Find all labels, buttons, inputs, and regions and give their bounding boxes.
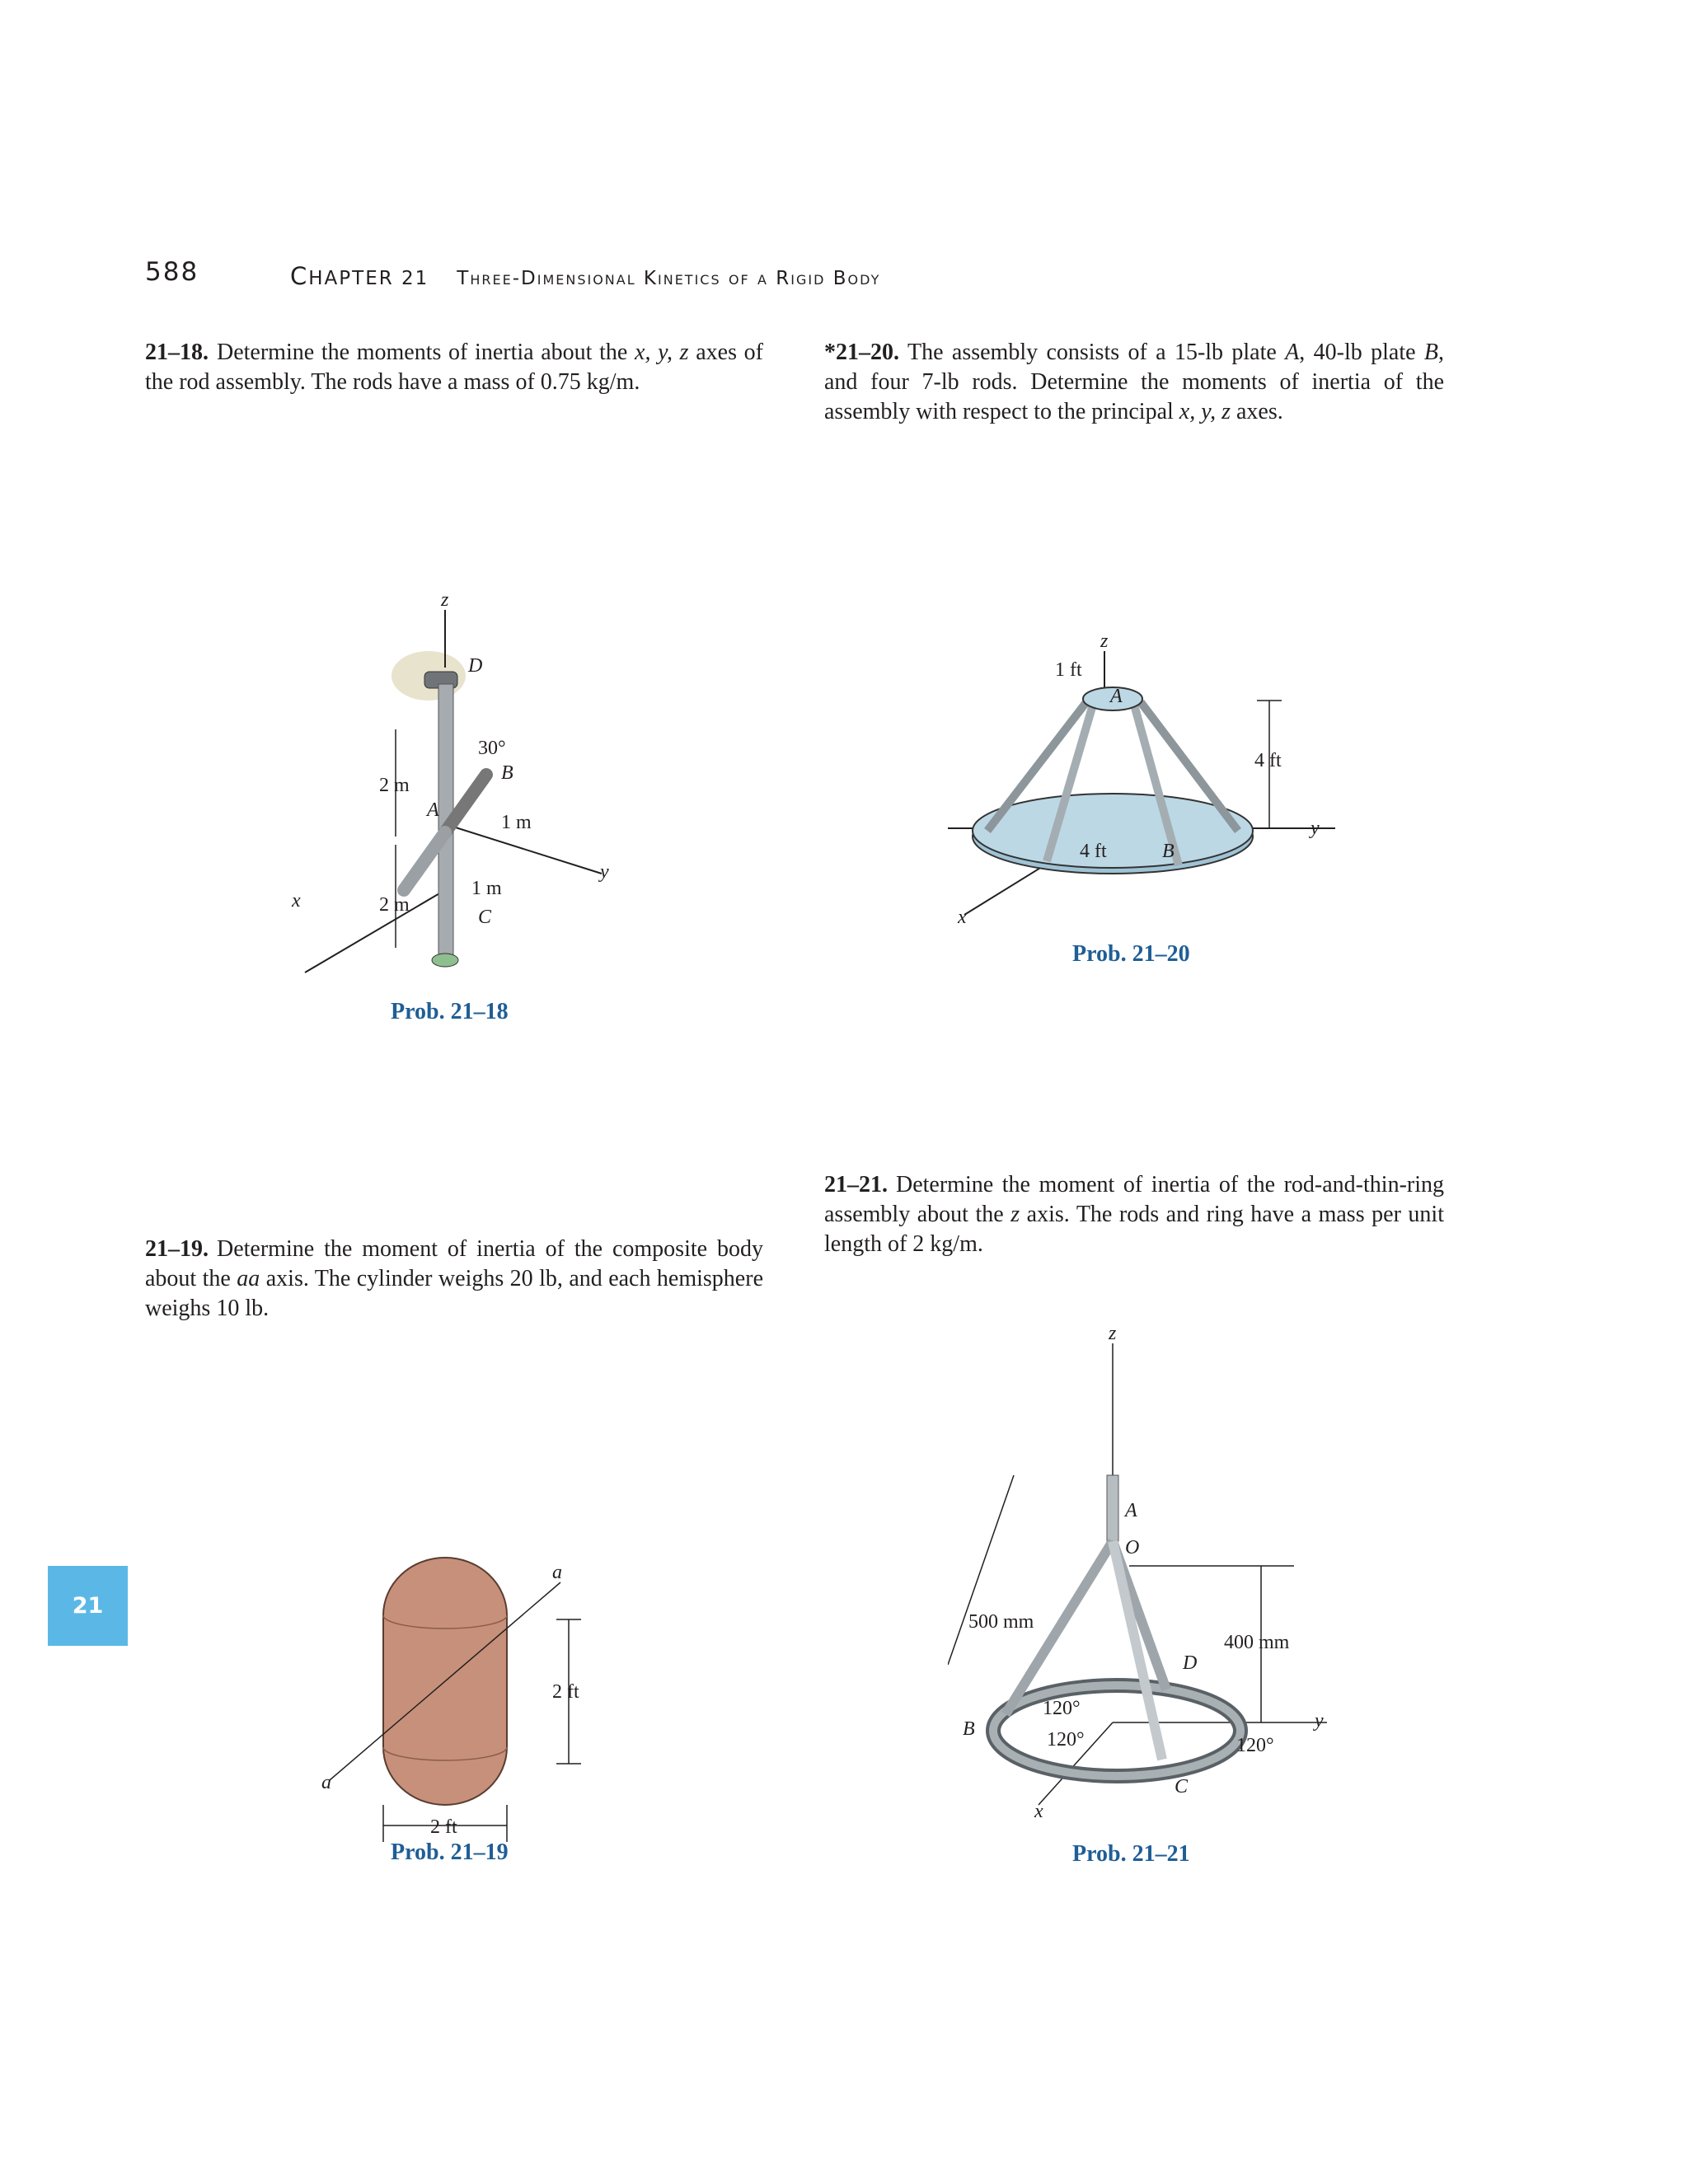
problem-21-21 (824, 1170, 1444, 1259)
problem-text: , 40-lb plate (1299, 340, 1424, 365)
figure-rod-assembly (280, 593, 659, 989)
caption-prob-21-18: Prob. 21–18 (391, 999, 509, 1024)
label-a: A (427, 799, 439, 821)
chapter-tab[interactable]: 21 (48, 1566, 128, 1646)
label-y: y (1315, 1710, 1324, 1732)
vertical-rod (1107, 1475, 1118, 1541)
label-b: B (501, 762, 513, 784)
page-header (145, 257, 1629, 293)
label-dim: 1 ft (1055, 659, 1082, 681)
label-z: z (1109, 1323, 1117, 1344)
label-x: x (958, 907, 967, 928)
figure-composite-body (297, 1516, 626, 1846)
label-d: D (468, 655, 483, 677)
chapter-label: HAPTER 21 (308, 268, 429, 289)
problem-text-italic: x, y, z (1179, 399, 1231, 424)
label-z: z (1100, 630, 1109, 652)
problem-21-19 (145, 1235, 763, 1324)
label-y: y (600, 861, 609, 883)
label-dim: 500 mm (968, 1611, 1034, 1633)
caption-prob-21-21: Prob. 21–21 (1072, 1841, 1190, 1867)
label-angle: 120° (1236, 1735, 1274, 1756)
label-dim: 400 mm (1224, 1632, 1290, 1653)
label-angle: 30° (478, 738, 506, 759)
label-a: a (321, 1772, 331, 1793)
problem-text-italic: A (1285, 340, 1300, 365)
label-angle: 120° (1043, 1698, 1081, 1719)
problem-text: Determine the moment of inertia of the rod-and-thin-ring assembly about the (824, 1172, 1444, 1227)
dimension-line (948, 1475, 1014, 1665)
page-number: 588 (145, 257, 199, 287)
problem-number: 21–18. (145, 340, 209, 365)
label-z: z (441, 593, 449, 611)
label-dim: 4 ft (1254, 750, 1282, 771)
label-a: A (1110, 686, 1123, 707)
problem-number: 21–19. (145, 1236, 209, 1262)
chapter-title: Three-Dimensional Kinetics of a Rigid Body (457, 268, 881, 289)
label-dim: 1 m (471, 878, 502, 899)
problem-text-italic: B (1423, 340, 1438, 365)
label-dim: 2 ft (430, 1816, 457, 1838)
problem-text: axis. The cylinder weighs 20 lb, and each hemisphere weighs 10 lb. (145, 1266, 763, 1321)
chapter-heading (290, 262, 880, 290)
label-dim: 1 m (501, 812, 532, 833)
x-axis (305, 890, 445, 972)
problem-text: axes. (1231, 399, 1283, 424)
label-dim: 4 ft (1080, 841, 1107, 862)
label-dim: 2 m (379, 775, 410, 796)
label-c: C (478, 907, 492, 928)
label-dim: 2 ft (552, 1681, 579, 1703)
label-o: O (1125, 1537, 1140, 1558)
label-angle: 120° (1047, 1729, 1085, 1750)
label-c: C (1175, 1776, 1189, 1797)
problem-text-italic: x, y, z (635, 340, 689, 365)
figure-rod-ring-assembly (948, 1319, 1376, 1830)
problem-text: Determine the moment of inertia of the composite body about the (145, 1236, 763, 1291)
plate-b-top (973, 794, 1253, 868)
problem-21-18 (145, 338, 763, 397)
label-a: A (1125, 1500, 1137, 1521)
label-b: B (963, 1718, 975, 1740)
figure-plate-assembly (940, 626, 1368, 940)
chapter-initial: C (290, 262, 309, 290)
label-b: B (1162, 841, 1175, 862)
problem-text: The assembly consists of a 15-lb plate (907, 340, 1286, 365)
problem-number: 21–21. (824, 1172, 888, 1197)
problem-number: *21–20. (824, 340, 899, 365)
problem-text: Determine the moments of inertia about the (217, 340, 635, 365)
problem-text-italic: aa (237, 1266, 260, 1291)
caption-prob-21-19: Prob. 21–19 (391, 1840, 509, 1865)
label-x: x (292, 890, 301, 912)
label-dim: 2 m (379, 894, 410, 916)
problem-text: axis. The rods and ring have a mass per unit length of 2 kg/m. (824, 1202, 1444, 1257)
problem-text: , and four 7-lb rods. Determine the moments of inertia of the assembly with respect to the principal (824, 340, 1444, 424)
label-d: D (1183, 1652, 1198, 1674)
problem-21-20 (824, 338, 1444, 427)
label-x: x (1034, 1801, 1043, 1822)
thin-ring-highlight (993, 1685, 1240, 1776)
problem-text-italic: z (1010, 1202, 1020, 1227)
caption-prob-21-20: Prob. 21–20 (1072, 941, 1190, 967)
label-y: y (1311, 818, 1320, 839)
bearing-c (432, 954, 458, 967)
problem-text: axes of the rod assembly. The rods have a mass of 0.75 kg/m. (145, 340, 764, 395)
label-a: a (552, 1562, 562, 1583)
